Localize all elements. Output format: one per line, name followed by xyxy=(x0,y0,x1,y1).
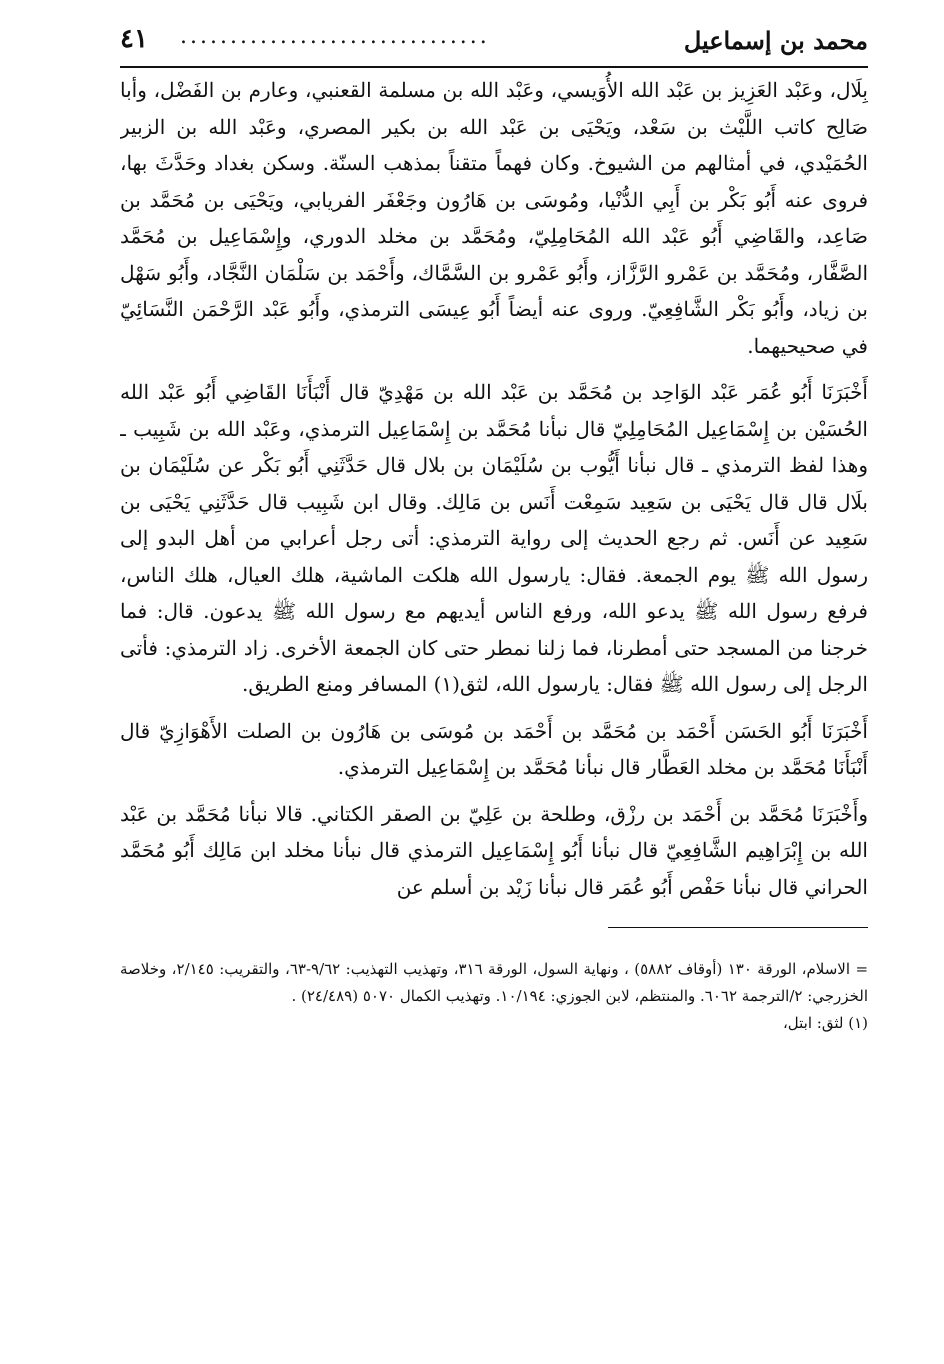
running-title: محمد بن إسماعيل xyxy=(683,26,868,55)
footnotes xyxy=(120,956,868,1037)
main-text xyxy=(120,72,868,905)
book-page xyxy=(120,22,868,1352)
paragraph-1: بِلَال، وعَبْد العَزِيز بن عَبْد الله الأُوَيسي، وعَبْد الله بن مسلمة القعنبي، وعارم بن الفَضْل، وأبا صَالِح كاتب اللَّيْث بن سَعْد، ويَحْيَى بن عَبْد الله بن بكير المصري، وعَبْد الله بن الزبير الحُمَيْدي، في أمثالهم من الشيوخ. وكان فهماً متقناً بمذهب السنّة. وسكن بغداد وحَدَّثَ بها، فروى عنه أَبُو بَكْر بن أَبِي الدُّنْيا، ومُوسَى بن هَارُون وجَعْفَر الفريابي، ويَحْيَى بن مُحَمَّد بن صَاعِد، والقَاضِي أَبُو عَبْد الله المُحَامِلِيّ، ومُحَمَّد بن مخلد الدوري، وإِسْمَاعِيل بن مُحَمَّد الصَّفَّار، ومُحَمَّد بن عَمْرو الرَّزَّاز، وأَبُو عَمْرو بن السَّمَّاك، وأَحْمَد بن سَلْمَان النَّجَّاد، وأَبُو سَهْل بن زياد، وأَبُو بَكْر الشَّافِعِيّ. وروى عنه أيضاً أَبُو عِيسَى الترمذي، وأَبُو عَبْد الرَّحْمَن النَّسَائِيّ في صحيحيهما. xyxy=(120,78,868,358)
footnote-separator xyxy=(608,927,868,928)
paragraph-3: أَخْبَرَنَا أَبُو الحَسَن أَحْمَد بن مُحَمَّد بن أَحْمَد بن مُوسَى بن هَارُون بن الصلت الأَهْوَازِيّ قال أَنْبَأَنَا مُحَمَّد بن مخلد العَطَّار قال نبأنا مُحَمَّد بن إِسْمَاعِيل الترمذي. xyxy=(120,718,868,779)
page-number: ٤١ xyxy=(120,24,148,54)
paragraph-2: أَخْبَرَنَا أَبُو عُمَر عَبْد الوَاحِد بن مُحَمَّد بن عَبْد الله بن مَهْدِيّ قال أَنْبَأَنَا القَاضِي أَبُو عَبْد الله الحُسَيْن بن إِسْمَاعِيل المُحَامِلِيّ قال نبأنا مُحَمَّد بن إِسْمَاعِيل الترمذي، وعَبْد الله بن شَبِيب ـ وهذا لفظ الترمذي ـ قال نبأنا أَيُّوب بن سُلَيْمَان بن بلال قال حَدَّثَنِي أَبُو بَكْر عن سُلَيْمَان بن بلَال قال قال يَحْيَى بن سَعِيد سَمِعْت أَنَس بن مَالِك. وقال ابن شَبِيب قال حَدَّثَنِي يَحْيَى بن سَعِيد عن أَنَس. ثم رجع الحديث إلى رواية الترمذي: أتى رجل أعرابي من أهل البدو إلى رسول الله ﷺ يوم الجمعة. فقال: يارسول الله هلكت الماشية، هلك العيال، هلك الناس، فرفع رسول الله ﷺ يدعو الله، ورفع الناس أيديهم مع رسول الله ﷺ يدعون. قال: فما خرجنا من المسجد حتى أمطرنا، فما زلنا نمطر حتى كان الجمعة الأخرى. زاد الترمذي: فأتى الرجل إلى رسول الله ﷺ فقال: يارسول الله، لثق(١) المسافر ومنع الطريق. xyxy=(120,380,868,696)
page-header xyxy=(120,22,868,68)
paragraph-4: وأَخْبَرَنَا مُحَمَّد بن أَحْمَد بن رزْق، وطلحة بن عَلِيّ بن الصقر الكتاني. قالا نبأنا مُحَمَّد بن عَبْد الله بن إِبْرَاهِيم الشَّافِعِيّ قال نبأنا أَبُو إِسْمَاعِيل الترمذي قال نبأنا مخلد ابن مَالِك أَبُو مُحَمَّد الحراني قال نبأنا حَفْص أَبُو عُمَر قال نبأنا زَيْد بن أسلم عن xyxy=(120,801,868,899)
leader-dots: ............................... xyxy=(180,24,490,49)
footnote-1: (١) لثق: ابتل، xyxy=(782,1014,868,1032)
footnote-continued: = الاسلام، الورقة ١٣٠ (أوقاف ٥٨٨٢) ، ونهاية السول، الورقة ٣١٦، وتهذيب التهذيب: ٩/٦٢-٦٣، والتقريب: ٢/١٤٥، وخلاصة الخزرجي: ٢/الترجمة ٦٠٦٢. والمنتظم، لابن الجوزي: ١٠/١٩٤. وتهذيب الكمال ٥٠٧٠ (٢٤/٤٨٩) . xyxy=(120,960,868,1005)
